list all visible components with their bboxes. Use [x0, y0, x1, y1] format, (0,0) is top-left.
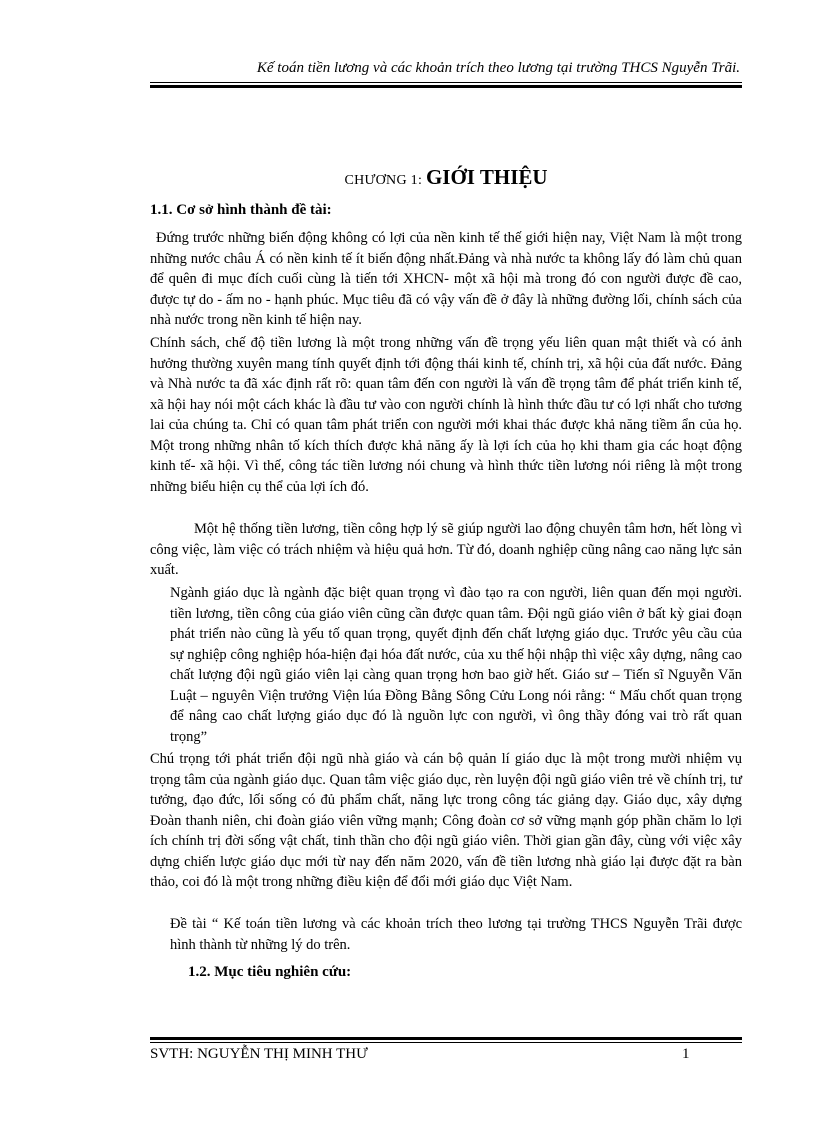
footer-divider [150, 1037, 742, 1043]
paragraph-1: Đứng trước những biến động không có lợi của nền kinh tế thế giới hiện nay, Việt Nam là một trong những nước châu Á có nền kinh tế ít biến động nhất.Đảng và nhà nước ta không lấy đó làm chủ quan để quên đi mục đích cuối cùng là tiến tới XHCN- một xã hội mà trong đó con người được đề cao, được tự do - ấm no - hạnh phúc. Mục tiêu đã có vậy vấn đề ở đây là những đường lối, chính sách của nhà nước trong nền kinh tế hiện nay. [150, 230, 742, 328]
section-heading-1-2: 1.2. Mục tiêu nghiên cứu: [188, 964, 352, 980]
paragraph-3: Một hệ thống tiền lương, tiền công hợp lý sẽ giúp người lao động chuyên tâm hơn, hết lòng vì công việc, làm việc có trách nhiệm và hiệu quả hơn. Từ đó, doanh nghiệp cũng nâng cao năng lực sản xuất. [150, 521, 742, 578]
paragraph-4: Ngành giáo dục là ngành đặc biệt quan trọng vì đào tạo ra con người, liên quan đến mọi người. tiền lương, tiền công của giáo viên cũng cần được quan tâm. Đội ngũ giáo viên ở bất kỳ giai đoạn phát triển nào cũng là yếu tố quan trọng, quyết định đến chất lượng giáo dục. Trước yêu cầu của sự nghiệp công nghiệp hóa-hiện đại hóa đất nước, của xu thế hội nhập thì việc xây dựng, nâng cao chất lượng đội ngũ giáo viên lại càng quan trọng hơn bao giờ hết. Giáo sư – Tiến sĩ Nguyễn Văn Luật – nguyên Viện trưởng Viện lúa Đồng Bằng Sông Cửu Long nói rằng: “ Mấu chốt quan trọng để nâng cao chất lượng giáo dục đó là nguồn lực con người, vì ông thầy đóng vai trò rất quan trọng” [170, 585, 742, 745]
page-number: 1 [682, 1046, 690, 1062]
paragraph-2: Chính sách, chế độ tiền lương là một trong những vấn đề trọng yếu liên quan mật thiết và có ảnh hưởng thường xuyên mang tính quyết định tới động thái kinh tế, chính trị, xã hội của đất nước. Đảng và Nhà nước ta đã xác định rất rõ: quan tâm đến con người là vấn đề trọng tâm để phát triển kinh tế, xã hội hay nói một cách khác là đầu tư vào con người chính là hình thức đầu tư có lợi nhất cho tương lai của chúng ta. Chỉ có quan tâm phát triển con người mới khai thác được khả năng tiềm ẩn của họ. Một trong những nhân tố kích thích được khả năng ấy là lợi ích của họ khi tham gia các hoạt động kinh tế- xã hội. Vì thế, công tác tiền lương nói chung và hình thức tiền lương nói riêng là một trong những biểu hiện cụ thể của lợi ích đó. [150, 335, 742, 495]
footer-author: SVTH: NGUYỄN THỊ MINH THƯ [150, 1046, 368, 1062]
section-heading-1-1: 1.1. Cơ sở hình thành đề tài: [150, 202, 332, 218]
header-divider [150, 82, 742, 88]
chapter-title: GIỚI THIỆU [425, 165, 548, 189]
chapter-heading [150, 165, 742, 190]
chapter-label: CHƯƠNG 1: [344, 173, 426, 188]
paragraph-6: Đề tài “ Kế toán tiền lương và các khoản trích theo lương tại trường THCS Nguyễn Trãi được hình thành từ những lý do trên. [170, 916, 742, 953]
running-header-title: Kế toán tiền lương và các khoản trích theo lương tại trường THCS Nguyễn Trãi. [256, 60, 740, 76]
paragraph-5: Chú trọng tới phát triển đội ngũ nhà giáo và cán bộ quản lí giáo dục là một trong mười nhiệm vụ trọng tâm của ngành giáo dục. Quan tâm việc giáo dục, rèn luyện đội ngũ giáo viên trẻ về chính trị, tư tưởng, đạo đức, lối sống có đủ phẩm chất, năng lực trong công tác giảng dạy. Giáo dục, xây dựng Đoàn thanh niên, chi đoàn giáo viên vững mạnh; Công đoàn cơ sở vững mạnh góp phần chăm lo lợi ích chính trị đời sống vật chất, tinh thần cho đội ngũ giáo viên. Thời gian gần đây, cùng với việc xây dựng chiến lược giáo dục mới từ nay đến năm 2020, vấn đề tiền lương nhà giáo lại được đặt ra bàn thảo, coi đó là một trong những điều kiện để đổi mới giáo dục Việt Nam. [150, 751, 742, 890]
